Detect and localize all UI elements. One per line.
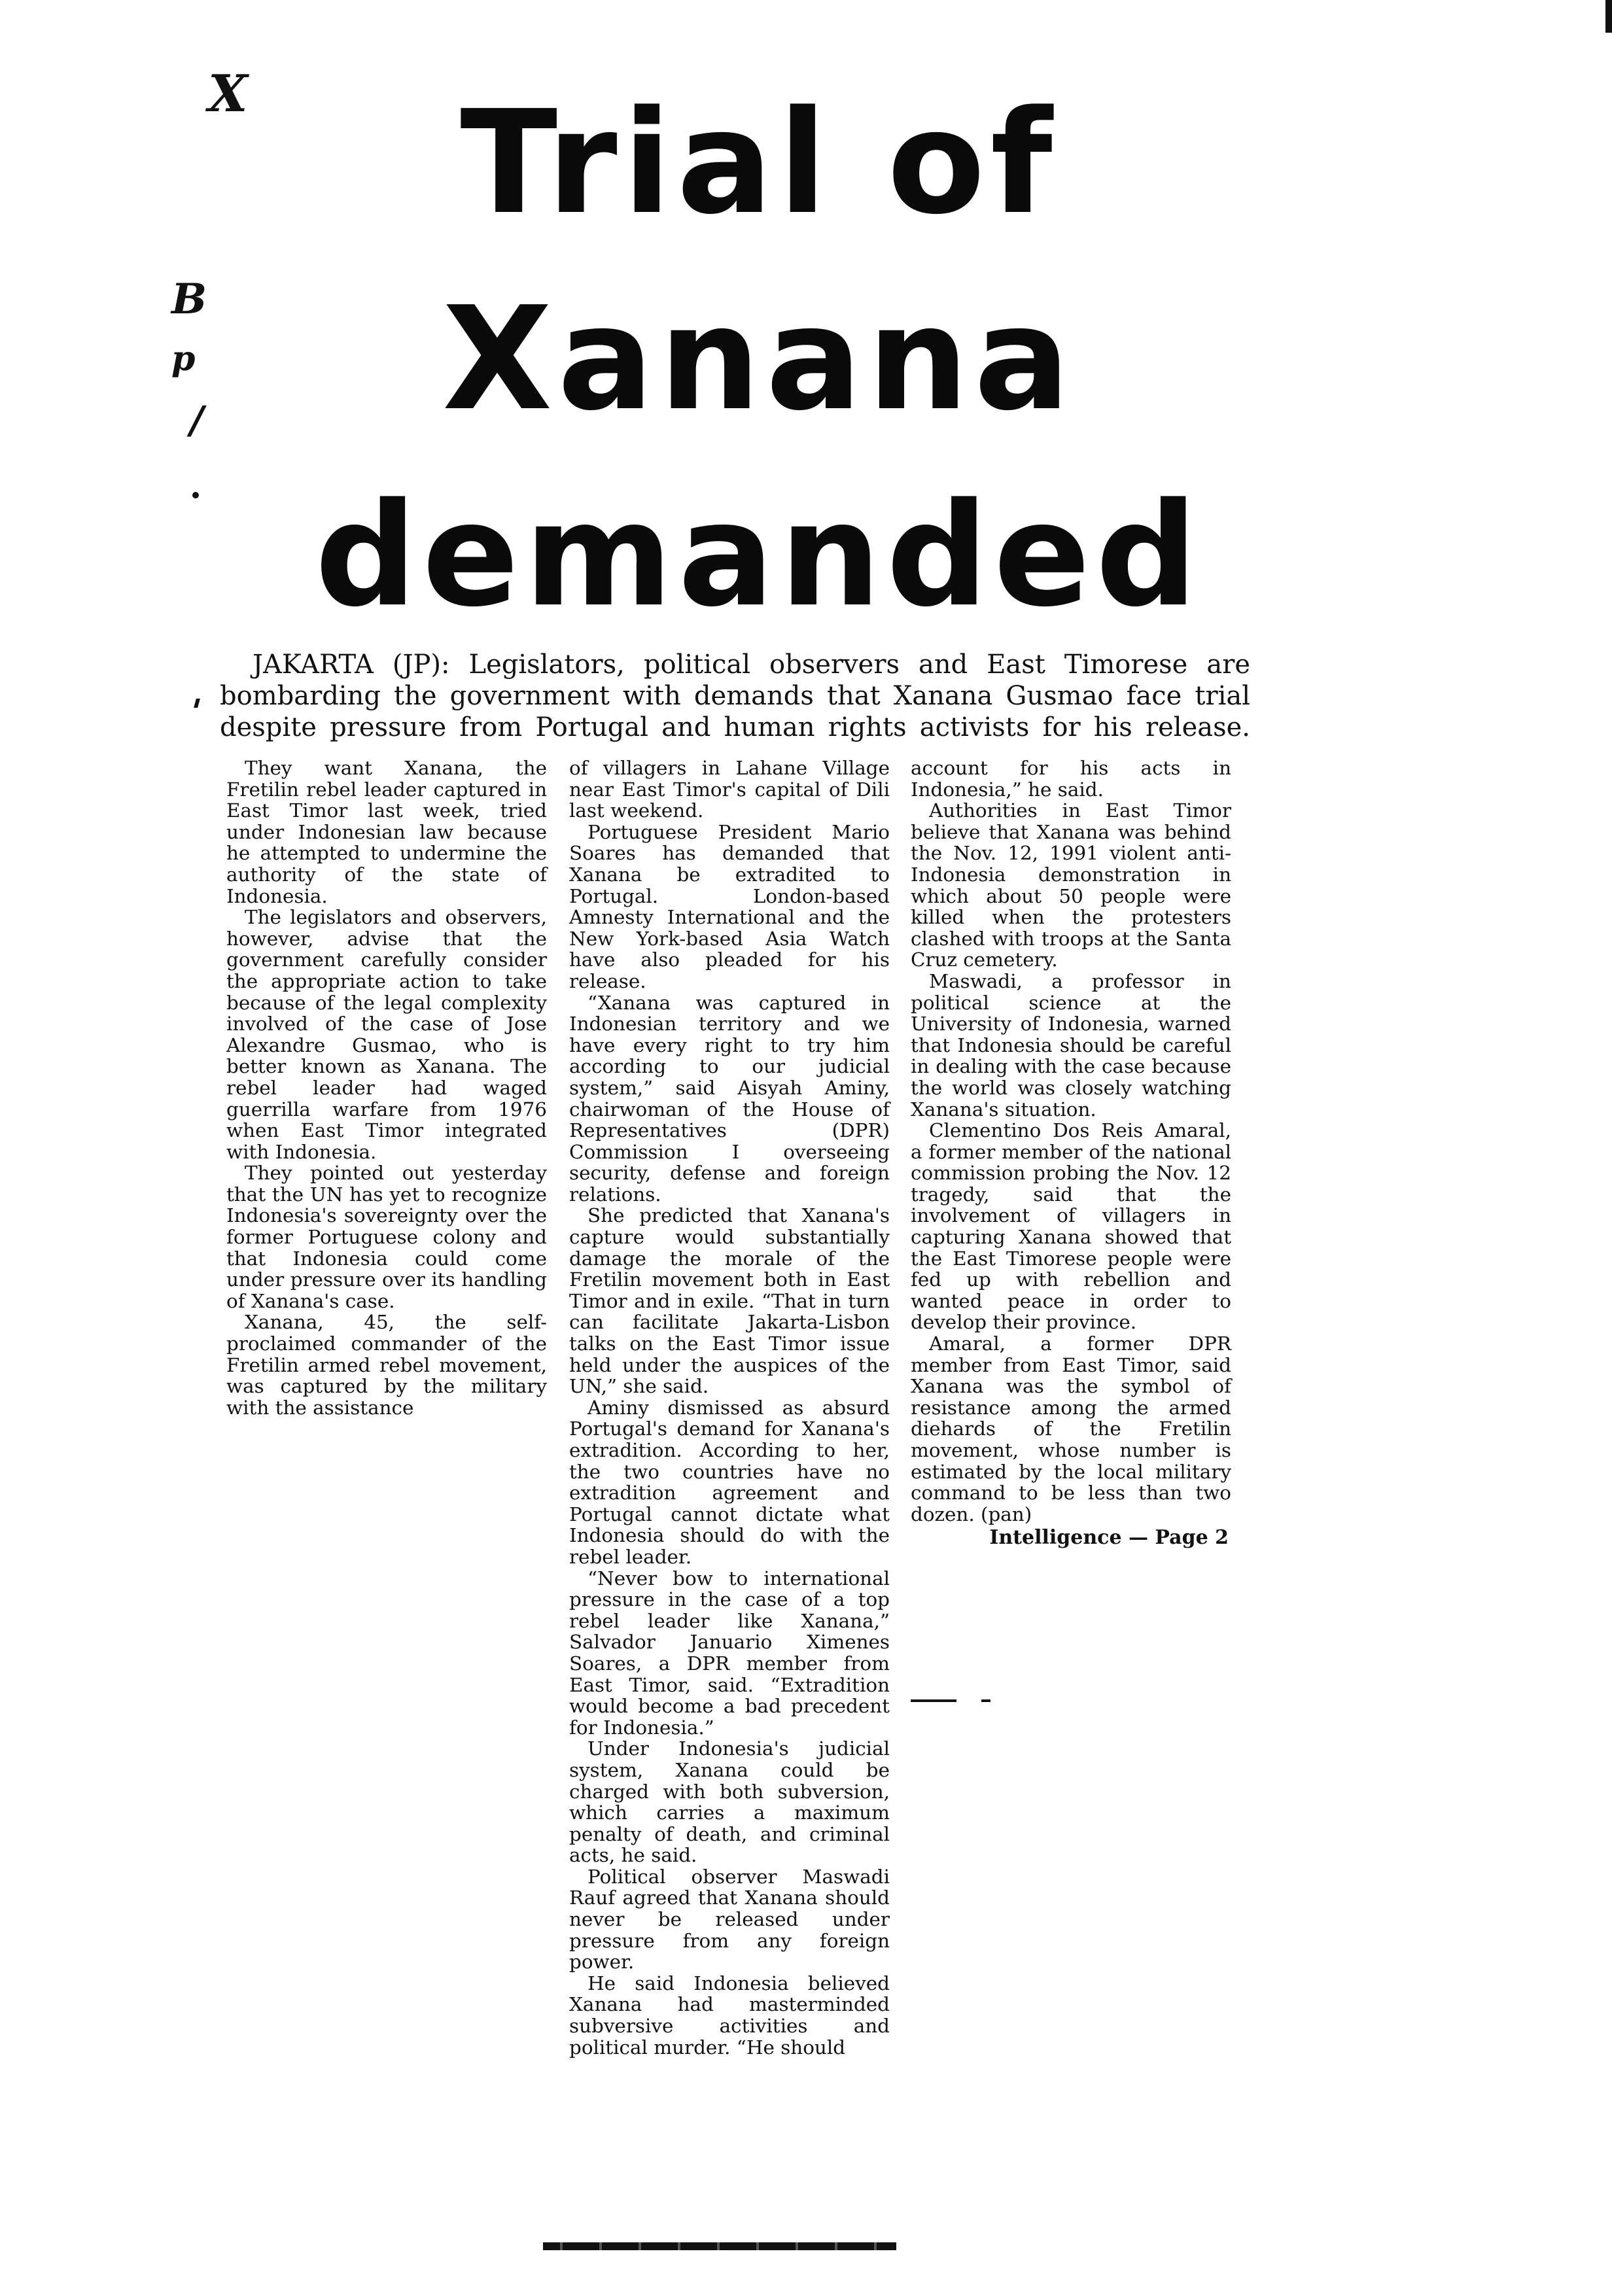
deck-line-3: despite pressure from Portugal and human rights activists for his release. [220,712,1250,742]
rule-dash [981,1699,990,1702]
headline-line-1: Trial of [460,80,1058,246]
margin-mark-x: X [208,64,248,124]
margin-mark-p: p [171,339,196,379]
paragraph: Authorities in East Timor believe that Xanana was behind the Nov. 12, 1991 violent anti-Indonesia demonstration in which about 50 people were killed when the protesters clashed with troops at the Santa Cruz cemetery. [911,799,1231,971]
deck-line-2: bombarding the government with demands that Xanana Gusmao face trial [220,681,1250,711]
article-column-3 [911,757,1231,1549]
article-column-2 [569,757,890,2058]
article-column-1 [226,757,547,1418]
headline-line-3: demanded [315,473,1203,638]
paragraph: account for his acts in Indonesia,” he said. [911,757,1231,801]
paragraph: “Xanana was captured in Indonesian territory and we have every right to try him according to our judicial system,” said Aisyah Aminy, chairwoman of the House of Representatives (DPR) Commission I overseeing security, defense and foreign relations. [569,991,890,1206]
margin-mark-dot [192,492,199,498]
continuation-line: Intelligence — Page 2 [989,1526,1229,1550]
deck-intro [220,649,1250,743]
paragraph: He said Indonesia believed Xanana had masterminded subversive activities and political murder. “He should [569,1972,890,2059]
paragraph: Clementino Dos Reis Amaral, a former member of the national commission probing the Nov. 12 tragedy, said that the involvement of villagers in capturing Xanana showed that the East Timorese people were fed up with rebellion and wanted peace in order to develop their province. [911,1119,1231,1334]
margin-mark-b: B [171,275,207,324]
paragraph: Amaral, a former DPR member from East Timor, said Xanana was the symbol of resistance among the armed diehards of the Fretilin movement, whose number is estimated by the local military command to be less than two dozen. (pan) [911,1332,1231,1525]
corner-scan-line [1605,0,1612,33]
footer-rule [543,2242,896,2250]
headline-line-2: Xanana [442,277,1076,442]
headline [236,65,1282,654]
paragraph: Portuguese President Mario Soares has demanded that Xanana be extradited to Portugal. London-based Amnesty International and the New York-based Asia Watch have also pleaded for his release. [569,820,890,992]
paragraph: Maswadi, a professor in political science at the University of Indonesia, warned that Indonesia should be careful in dealing with the case because the world was closely watching Xanana's situation. [911,969,1231,1121]
paragraph: They want Xanana, the Fretilin rebel leader captured in East Timor last week, tried under Indonesian law because he attempted to undermine the authority of the state of Indonesia. [226,757,547,907]
paragraph: Political observer Maswadi Rauf agreed that Xanana should never be released under pressure from any foreign power. [569,1865,890,1974]
paragraph: They pointed out yesterday that the UN has yet to recognize Indonesia's sovereignty over the former Portuguese colony and that Indonesia could come under pressure over its handling of Xanana's case. [226,1162,547,1312]
paragraph: The legislators and observers, however, advise that the government carefully consider the appropriate action to take because of the legal complexity involved of the case of Jose Alexandre Gusmao, who is better known as Xanana. The rebel leader had waged guerrilla warfare from 1976 when East Timor integrated with Indonesia. [226,906,547,1163]
paragraph: of villagers in Lahane Village near East Timor's capital of Dili last weekend. [569,757,890,822]
margin-mark-tick [194,699,200,708]
margin-mark-slash: / [190,398,204,442]
rule-dash [911,1699,956,1702]
paragraph: Xanana, 45, the self-proclaimed commander of the Fretilin armed rebel movement, was captured by the military with the assistance [226,1311,547,1419]
paragraph: Aminy dismissed as absurd Portugal's demand for Xanana's extradition. According to her, the two countries have no extradition agreement and Portugal cannot dictate what Indonesia should do with the rebel leader. [569,1396,890,1568]
paragraph: She predicted that Xanana's capture would substantially damage the morale of the Fretilin movement both in East Timor and in exile. “That in turn can facilitate Jakarta-Lisbon talks on the East Timor issue held under the auspices of the UN,” she said. [569,1204,890,1398]
deck-line-1: JAKARTA (JP): Legislators, political observers and East Timorese are [253,650,1250,680]
paragraph: Under Indonesia's judicial system, Xanana could be charged with both subversion, which carries a maximum penalty of death, and criminal acts, he said. [569,1737,890,1867]
paragraph: “Never bow to international pressure in the case of a top rebel leader like Xanana,” Salvador Januario Ximenes Soares, a DPR member from East Timor, said. “Extradition would become a bad precedent for Indonesia.” [569,1567,890,1739]
